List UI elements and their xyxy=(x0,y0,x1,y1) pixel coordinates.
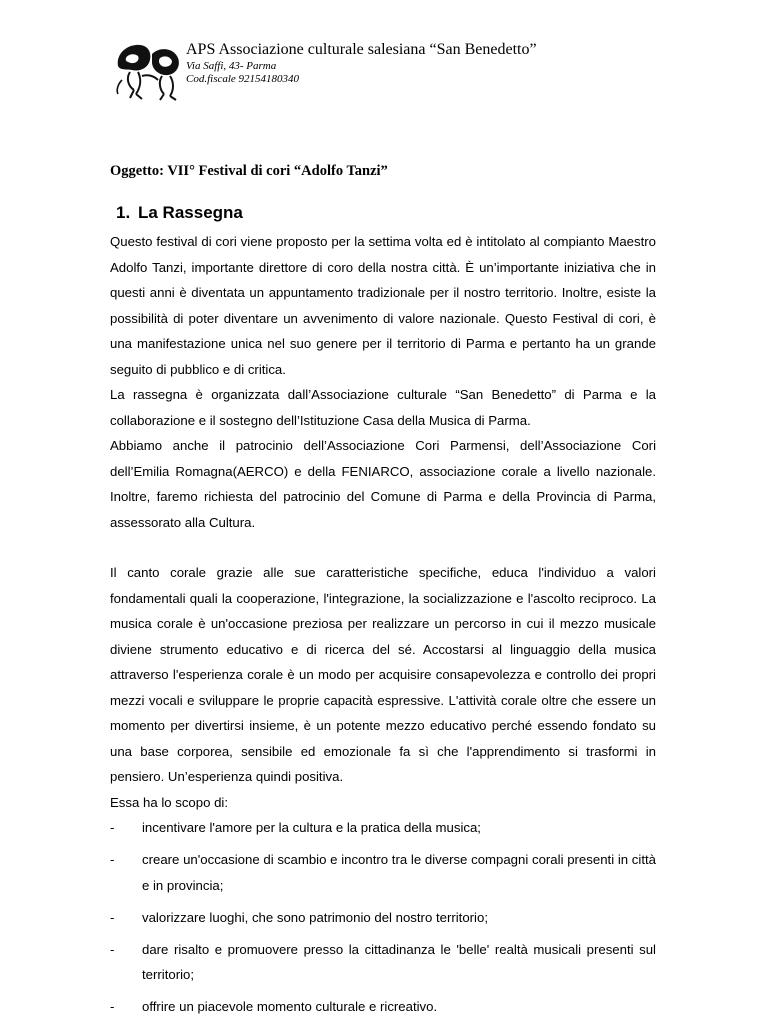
logo-figures-icon xyxy=(112,36,184,102)
organization-address: Via Saffi, 43- Parma xyxy=(186,60,277,72)
section-number: 1. xyxy=(116,203,131,222)
bullet-dash: - xyxy=(110,941,115,957)
bullet-dash: - xyxy=(110,820,115,835)
paragraph: Questo festival di cori viene proposto per la settima volta ed è intitolato al compianto Maestro Adolfo Tanzi, importante direttore di coro della nostra città. È un’importante iniziativa che in questi anni è diventata un appuntamento tradizionale per il nostro territorio. Inoltre, esiste la possibilità di poter diventare un avvenimento di valore nazionale. Questo Festival di cori, è una manifestazione unica nel suo genere per il territorio di Parma e pertanto ha un grande seguito di pubblico e di critica. xyxy=(110,234,656,377)
list-item-text: incentivare l'amore per la cultura e la pratica della musica; xyxy=(142,820,481,835)
bullet-dash: - xyxy=(110,909,115,925)
bullet-dash: - xyxy=(110,999,115,1014)
goals-list xyxy=(110,815,656,1020)
bullet-dash: - xyxy=(110,852,115,867)
organization-tax-code: Cod.fiscale 92154180340 xyxy=(186,73,300,85)
list-item xyxy=(110,905,656,931)
list-item-text: valorizzare luoghi, che sono patrimonio del nostro territorio; xyxy=(142,909,488,925)
paragraph: La rassegna è organizzata dall’Associazione culturale “San Benedetto” di Parma e la collaborazione e il sostegno dell’Istituzione Casa della Musica di Parma. xyxy=(110,387,656,428)
list-item xyxy=(110,815,656,841)
list-item-text: offrire un piacevole momento culturale e ricreativo. xyxy=(142,999,438,1014)
list-intro: Essa ha lo scopo di: xyxy=(110,794,229,810)
list-item xyxy=(110,994,656,1020)
paragraph: Il canto corale grazie alle sue caratteristiche specifiche, educa l'individuo a valori fondamentali quali la cooperazione, l'integrazione, la socializzazione e l'ascolto reciproco. La musica corale è un'occasione preziosa per realizzare un percorso in cui il mezzo musicale diviene strumento educativo e di ricerca del sé. Accostarsi al linguaggio della musica attraverso l'esperienza corale è un modo per acquisire consapevolezza e controllo dei propri mezzi vocali e sviluppare le proprie capacità espressive. L'attività corale oltre che essere un momento per divertirsi insieme, è un potente mezzo educativo perché essendo fondato su una base corporea, sensibile ed emozionale fa sì che l'apprendimento si trasformi in pensiero. Un’esperienza quindi positiva. xyxy=(110,565,656,784)
list-item xyxy=(110,937,656,988)
section-title: La Rassegna xyxy=(138,203,243,222)
document-subject: Oggetto: VII° Festival di cori “Adolfo Tanzi” xyxy=(110,163,388,179)
list-item-text: dare risalto e promuovere presso la cittadinanza le 'belle' realtà musicali presenti sul territorio; xyxy=(142,941,656,982)
section-body xyxy=(110,229,656,1020)
paragraph: Abbiamo anche il patrocinio dell’Associazione Cori Parmensi, dell’Associazione Cori dell’Emilia Romagna(AERCO) e della FENIARCO, associazione corale a livello nazionale. Inoltre, faremo richiesta del patrocinio del Comune di Parma e della Provincia di Parma, assessorato alla Cultura. xyxy=(110,438,656,530)
list-item-text: creare un'occasione di scambio e incontro tra le diverse compagni corali presenti in città e in provincia; xyxy=(142,852,656,893)
organization-name: APS Associazione culturale salesiana “San Benedetto” xyxy=(186,41,537,58)
section-heading xyxy=(116,203,243,223)
list-item xyxy=(110,847,656,898)
